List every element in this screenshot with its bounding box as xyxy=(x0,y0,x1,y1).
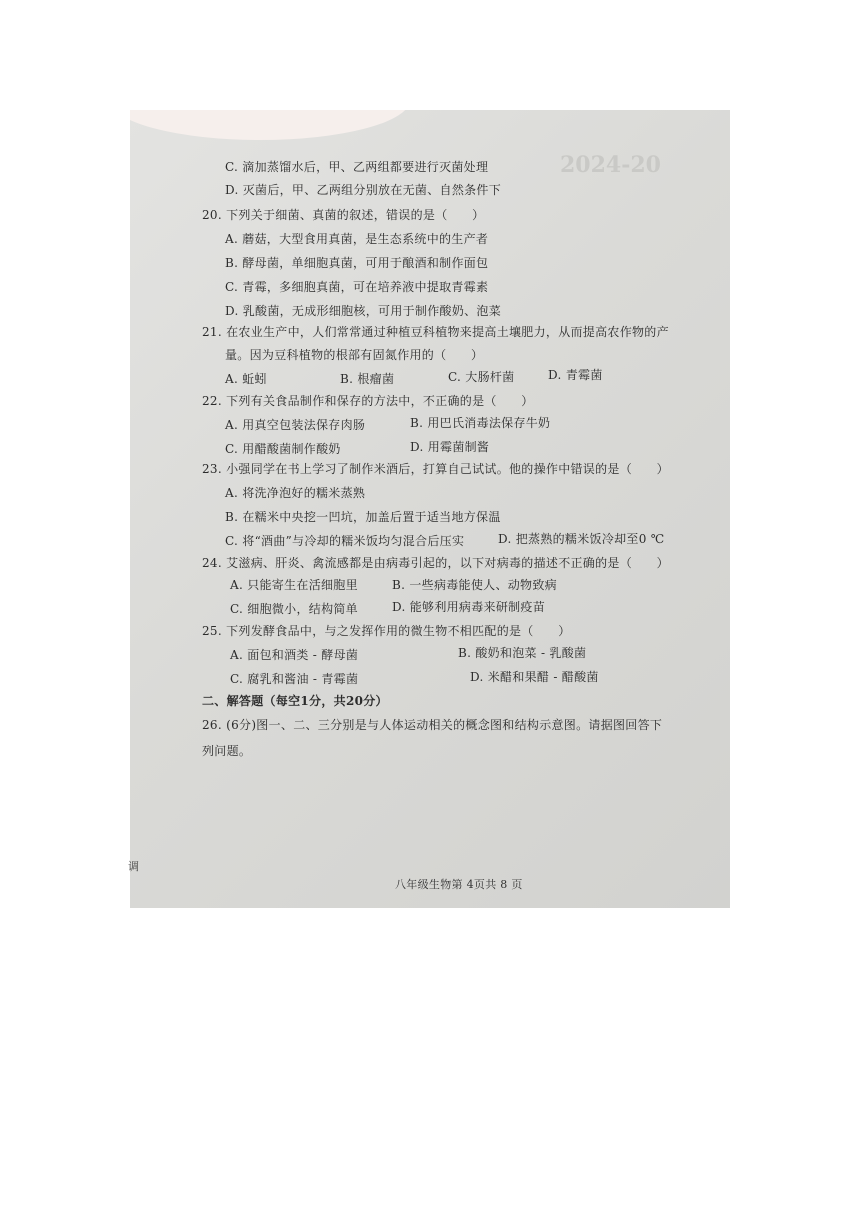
q21-stem-line1: 21. 在农业生产中，人们常常通过种植豆科植物来提高土壤肥力，从而提高农作物的产 xyxy=(202,325,669,339)
edge-character: 调 xyxy=(128,860,139,873)
q20-stem: 20. 下列关于细菌、真菌的叙述，错误的是（ ） xyxy=(202,208,485,222)
section-heading: 二、解答题（每空1分，共20分） xyxy=(202,694,388,708)
q20-option-a: A. 蘑菇，大型食用真菌，是生态系统中的生产者 xyxy=(225,232,489,246)
q21-option-a: A. 蚯蚓 xyxy=(225,372,267,386)
q20-option-d: D. 乳酸菌，无成形细胞核，可用于制作酸奶、泡菜 xyxy=(225,304,502,318)
q24-option-c: C. 细胞微小，结构简单 xyxy=(230,602,358,616)
background-object xyxy=(130,110,410,140)
q26-stem-line2: 列问题。 xyxy=(202,744,252,758)
q23-option-b: B. 在糯米中央挖一凹坑，加盖后置于适当地方保温 xyxy=(225,510,501,524)
q21-stem-line2: 量。因为豆科植物的根部有固氮作用的（ ） xyxy=(225,348,484,362)
q23-option-d: D. 把蒸熟的糯米饭冷却至0 ℃ xyxy=(498,532,665,546)
q25-option-a: A. 面包和酒类 - 酵母菌 xyxy=(230,648,359,662)
q24-stem: 24. 艾滋病、肝炎、禽流感都是由病毒引起的，以下对病毒的描述不正确的是（ ） xyxy=(202,556,669,570)
q22-option-d: D. 用霉菌制酱 xyxy=(410,440,490,454)
q21-option-d: D. 青霉菌 xyxy=(548,368,603,382)
q24-option-a: A. 只能寄生在活细胞里 xyxy=(230,578,358,592)
document-photo xyxy=(130,110,730,908)
bleed-through-text: 2024-20 xyxy=(560,152,661,178)
q22-option-a: A. 用真空包装法保存肉肠 xyxy=(225,418,366,432)
q21-option-b: B. 根瘤菌 xyxy=(340,372,395,386)
q26-stem-line1: 26. (6分)图一、二、三分别是与人体运动相关的概念图和结构示意图。请据图回答下 xyxy=(202,718,663,732)
page-footer: 八年级生物第 4页共 8 页 xyxy=(395,878,523,891)
q25-option-b: B. 酸奶和泡菜 - 乳酸菌 xyxy=(458,646,587,660)
q23-stem: 23. 小强同学在书上学习了制作米酒后，打算自己试试。他的操作中错误的是（ ） xyxy=(202,462,669,476)
q21-option-c: C. 大肠杆菌 xyxy=(448,370,515,384)
q22-option-c: C. 用醋酸菌制作酸奶 xyxy=(225,442,341,456)
q19-option-d: D. 灭菌后，甲、乙两组分别放在无菌、自然条件下 xyxy=(225,183,502,197)
q22-option-b: B. 用巴氏消毒法保存牛奶 xyxy=(410,416,551,430)
q25-option-c: C. 腐乳和酱油 - 青霉菌 xyxy=(230,672,359,686)
q23-option-c: C. 将“酒曲”与冷却的糯米饭均匀混合后压实 xyxy=(225,534,465,548)
q25-stem: 25. 下列发酵食品中，与之发挥作用的微生物不相匹配的是（ ） xyxy=(202,624,571,638)
q25-option-d: D. 米醋和果醋 - 醋酸菌 xyxy=(470,670,599,684)
q24-option-d: D. 能够利用病毒来研制疫苗 xyxy=(392,600,546,614)
q23-option-a: A. 将洗净泡好的糯米蒸熟 xyxy=(225,486,366,500)
q20-option-c: C. 青霉，多细胞真菌，可在培养液中提取青霉素 xyxy=(225,280,489,294)
q24-option-b: B. 一些病毒能使人、动物致病 xyxy=(392,578,557,592)
q19-option-c: C. 滴加蒸馏水后，甲、乙两组都要进行灭菌处理 xyxy=(225,160,489,174)
q20-option-b: B. 酵母菌，单细胞真菌，可用于酿酒和制作面包 xyxy=(225,256,489,270)
q22-stem: 22. 下列有关食品制作和保存的方法中，不正确的是（ ） xyxy=(202,394,534,408)
